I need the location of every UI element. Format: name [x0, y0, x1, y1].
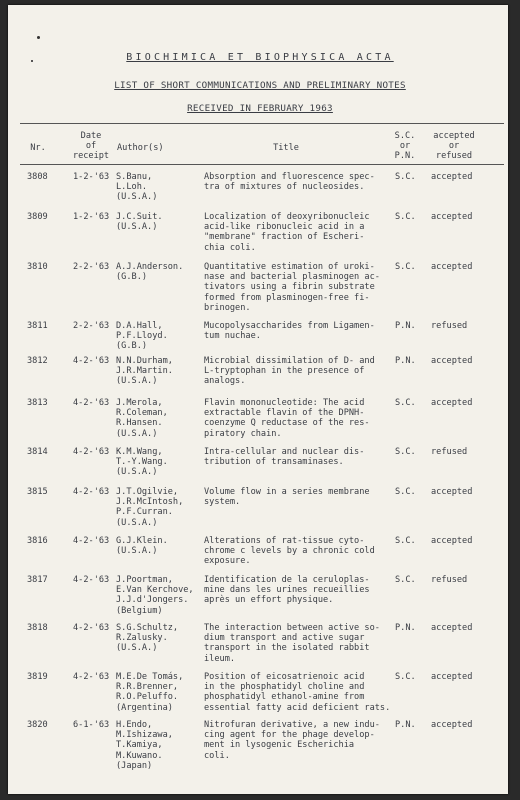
row-status: accepted — [431, 398, 473, 408]
row-date: 6-1-'63 — [73, 720, 110, 730]
row-status: accepted — [431, 487, 473, 497]
row-authors: S.G.Schultz, R.Zalusky. (U.S.A.) — [116, 623, 179, 654]
row-title: Localization of deoxyribonucleic acid-like ribonucleic acid in a "membrane" fraction of Escheri- chia coli. — [204, 212, 370, 253]
row-title: Nitrofuran derivative, a new indu- cing agent for the phage develop- ment in lysogenic Escherichia coli. — [204, 720, 380, 761]
row-authors: N.N.Durham, J.R.Martin. (U.S.A.) — [116, 356, 173, 387]
row-type: S.C. — [395, 212, 416, 222]
row-date: 1-2-'63 — [73, 212, 110, 222]
row-title: Absorption and fluorescence spec- tra of mixtures of nucleosides. — [204, 172, 375, 193]
row-type: P.N. — [395, 356, 416, 366]
header-rule — [20, 164, 504, 165]
row-title: Microbial dissimilation of D- and L-tryptophan in the presence of analogs. — [204, 356, 375, 387]
row-date: 4-2-'63 — [73, 575, 110, 585]
row-status: refused — [431, 575, 468, 585]
row-authors: A.J.Anderson. (G.B.) — [116, 262, 184, 283]
row-status: refused — [431, 321, 468, 331]
row-type: S.C. — [395, 398, 416, 408]
row-number: 3814 — [27, 447, 48, 457]
ink-dot — [37, 36, 40, 39]
row-type: S.C. — [395, 487, 416, 497]
row-date: 4-2-'63 — [73, 356, 110, 366]
row-type: S.C. — [395, 172, 416, 182]
row-number: 3810 — [27, 262, 48, 272]
row-authors: H.Endo, M.Ishizawa, T.Kamiya, M.Kuwano. (Japan) — [116, 720, 173, 771]
row-authors: D.A.Hall, P.F.Lloyd. (G.B.) — [116, 321, 168, 352]
row-number: 3818 — [27, 623, 48, 633]
row-status: refused — [431, 447, 468, 457]
row-title: Volume flow in a series membrane system. — [204, 487, 370, 508]
row-date: 4-2-'63 — [73, 398, 110, 408]
row-authors: J.Merola, R.Coleman, R.Hansen. (U.S.A.) — [116, 398, 168, 439]
row-number: 3812 — [27, 356, 48, 366]
row-type: S.C. — [395, 672, 416, 682]
row-title: Intra-cellular and nuclear dis- tribution of transaminases. — [204, 447, 365, 468]
row-date: 4-2-'63 — [73, 447, 110, 457]
row-status: accepted — [431, 262, 473, 272]
row-date: 2-2-'63 — [73, 321, 110, 331]
row-number: 3819 — [27, 672, 48, 682]
row-number: 3813 — [27, 398, 48, 408]
row-authors: J.Poortman, E.Van Kerchove, J.J.d'Jongers. (Belgium) — [116, 575, 194, 616]
row-date: 2-2-'63 — [73, 262, 110, 272]
column-header-nr: Nr. — [30, 143, 46, 153]
table-top-rule — [20, 123, 504, 124]
row-title: Alterations of rat-tissue cyto- chrome c levels by a chronic cold exposure. — [204, 536, 375, 567]
row-date: 4-2-'63 — [73, 672, 110, 682]
row-number: 3817 — [27, 575, 48, 585]
row-title: Position of eicosatrienoic acid in the phosphatidyl choline and phosphatidyl ethanol-amine from essential fatty acid deficient rats. — [204, 672, 391, 713]
column-header-date: Date of receipt — [72, 131, 110, 162]
row-type: S.C. — [395, 262, 416, 272]
row-status: accepted — [431, 720, 473, 730]
row-status: accepted — [431, 356, 473, 366]
received-heading: RECEIVED IN FEBRUARY 1963 — [187, 103, 333, 114]
row-status: accepted — [431, 212, 473, 222]
row-title: Mucopolysaccharides from Ligamen- tum nuchae. — [204, 321, 375, 342]
row-type: S.C. — [395, 575, 416, 585]
column-header-title: Title — [273, 143, 299, 153]
row-title: Identification de la ceruloplas- mine dans les urines recueillies après un effort physique. — [204, 575, 370, 606]
row-title: Flavin mononucleotide: The acid extractable flavin of the DPNH- coenzyme Q reductase of the res- piratory chain. — [204, 398, 370, 439]
row-number: 3808 — [27, 172, 48, 182]
document-subtitle: LIST OF SHORT COMMUNICATIONS AND PRELIMINARY NOTES — [114, 80, 406, 91]
row-date: 4-2-'63 — [73, 487, 110, 497]
column-header-sc-pn: S.C. or P.N. — [394, 131, 416, 162]
column-header-accepted: accepted or refused — [433, 131, 475, 162]
journal-title: BIOCHIMICA ET BIOPHYSICA ACTA — [126, 52, 394, 63]
row-date: 1-2-'63 — [73, 172, 110, 182]
row-title: Quantitative estimation of uroki- nase and bacterial plasminogen ac- tivators using a fibrin substrate formed from plasminogen-free fi- brinogen. — [204, 262, 380, 313]
row-title: The interaction between active so- dium transport and active sugar transport in the isolated rabbit ileum. — [204, 623, 380, 664]
row-authors: G.J.Klein. (U.S.A.) — [116, 536, 168, 557]
row-number: 3809 — [27, 212, 48, 222]
row-type: S.C. — [395, 536, 416, 546]
row-number: 3820 — [27, 720, 48, 730]
row-authors: M.E.De Tomás, R.R.Brenner, R.O.Peluffo. (Argentina) — [116, 672, 184, 713]
row-status: accepted — [431, 536, 473, 546]
row-authors: J.C.Suit. (U.S.A.) — [116, 212, 163, 233]
row-type: P.N. — [395, 720, 416, 730]
row-number: 3815 — [27, 487, 48, 497]
row-date: 4-2-'63 — [73, 536, 110, 546]
row-authors: K.M.Wang, T.-Y.Wang. (U.S.A.) — [116, 447, 168, 478]
row-authors: J.T.Ogilvie, J.R.McIntosh, P.F.Curran. (U.S.A.) — [116, 487, 184, 528]
row-status: accepted — [431, 172, 473, 182]
row-status: accepted — [431, 623, 473, 633]
row-number: 3811 — [27, 321, 48, 331]
row-type: P.N. — [395, 321, 416, 331]
row-authors: S.Banu, L.Loh. (U.S.A.) — [116, 172, 158, 203]
column-header-authors: Author(s) — [117, 143, 164, 153]
row-type: P.N. — [395, 623, 416, 633]
row-type: S.C. — [395, 447, 416, 457]
row-status: accepted — [431, 672, 473, 682]
row-number: 3816 — [27, 536, 48, 546]
row-date: 4-2-'63 — [73, 623, 110, 633]
